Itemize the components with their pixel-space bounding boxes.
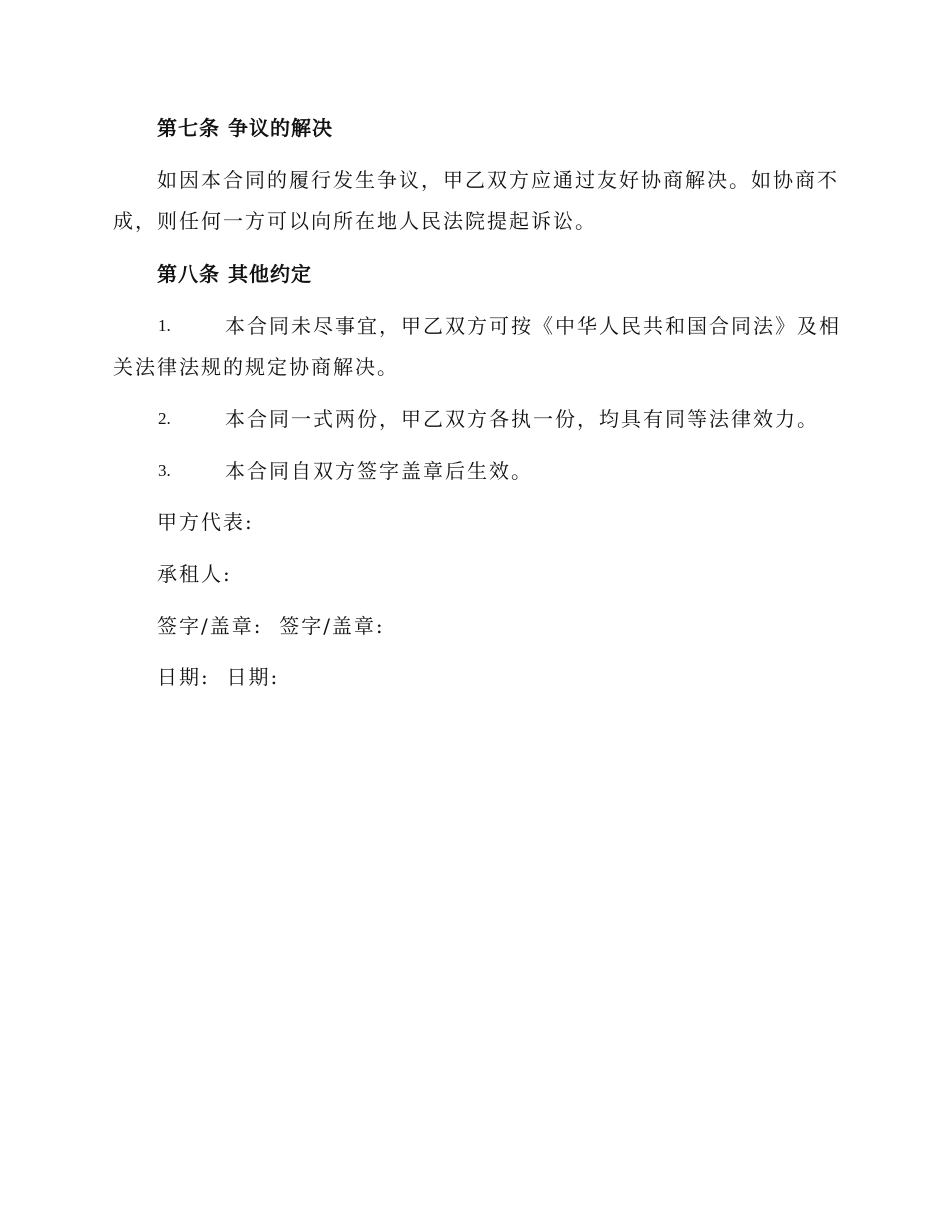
- party-a-representative-label: 甲方代表:: [157, 510, 254, 534]
- article-8-heading: 第八条 其他约定: [157, 262, 312, 286]
- item-2-number: 2.: [158, 409, 171, 428]
- item-3-number: 3.: [158, 461, 171, 480]
- item-3-line-1: 本合同自双方签字盖章后生效。: [225, 459, 533, 483]
- article-7-paragraph-line-2: 成，则任何一方可以向所在地人民法院提起诉讼。: [113, 209, 597, 233]
- item-1-number: 1.: [158, 316, 171, 335]
- item-2-line-1: 本合同一式两份，甲乙双方各执一份，均具有同等法律效力。: [225, 407, 819, 431]
- item-1-line-2: 关法律法规的规定协商解决。: [113, 355, 399, 379]
- date-label: 日期: 日期:: [157, 665, 280, 689]
- article-7-paragraph-line-1: 如因本合同的履行发生争议，甲乙双方应通过友好协商解决。如协商不: [157, 168, 839, 192]
- signature-seal-label: 签字/盖章: 签字/盖章:: [157, 614, 385, 638]
- lessee-label: 承租人:: [157, 562, 232, 586]
- article-7-heading: 第七条 争议的解决: [157, 116, 333, 140]
- item-1-line-1: 本合同未尽事宜，甲乙双方可按《中华人民共和国合同法》及相: [225, 314, 841, 338]
